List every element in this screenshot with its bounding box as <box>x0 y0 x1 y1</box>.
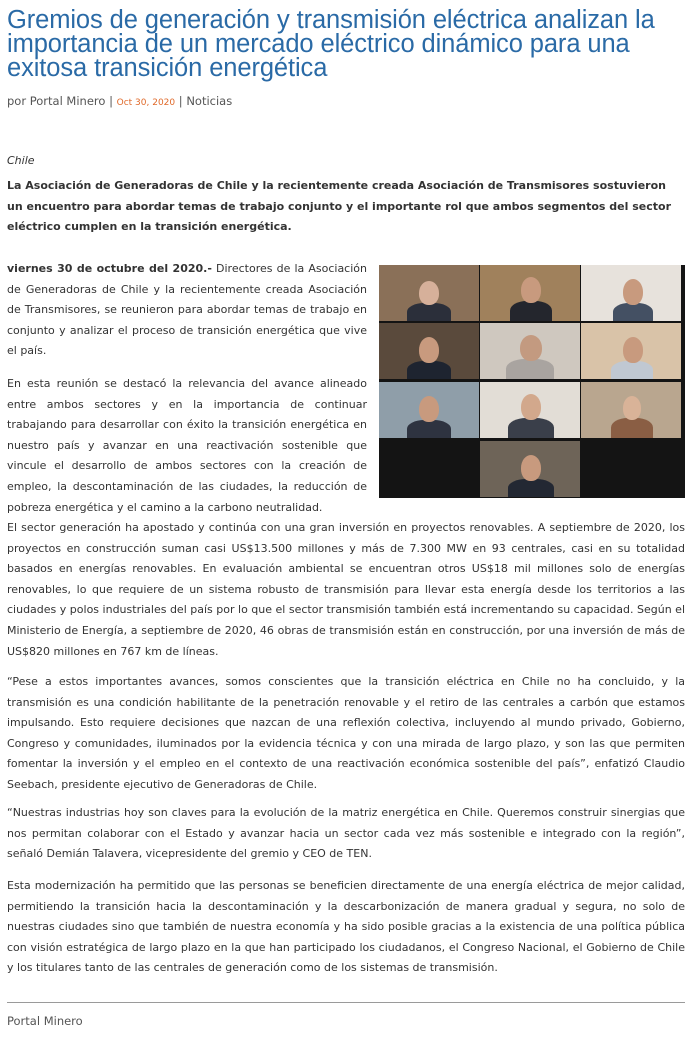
participant-tile <box>379 265 479 321</box>
participant-tile <box>480 441 580 497</box>
meta-separator: | <box>105 94 117 108</box>
region-label: Chile <box>7 154 35 167</box>
post-date: Oct 30, 2020 <box>116 98 176 108</box>
article-title: Gremios de generación y transmisión eléctrica analizan la importancia de un mercado eléctrico dinámico para una exitosa transición energética <box>7 6 655 82</box>
paragraph-1-text: Directores de la Asociación de Generadoras de Chile y la recientemente creada Asociación de Transmisores, se reunieron para abordar temas de trabajo en conjunto y analizar el proceso de transición energética que vive el país. <box>7 262 367 358</box>
paragraph-5: “Nuestras industrias hoy son claves para la evolución de la matriz energética en Chile. Queremos construir sinergias que nos permitan colaborar con el Estado y avanzar hacia un sector cada vez más sostenible e integrado con la región”, señaló Demián Talavera, vicepresidente del gremio y CEO de TEN. <box>7 806 685 861</box>
meta-separator: | <box>175 94 187 108</box>
paragraph-6: Esta modernización ha permitido que las personas se beneficien directamente de una energía eléctrica de mejor calidad, permitiendo la transición hacia la descontaminación y la descarbonización de manera gradual y segura, no solo de nuestras ciudades sino que también de nuestra economía y ha sido posible gracias a la existencia de una política pública con visión estratégica de largo plazo en la que han participado los ciudadanos, el Congreso Nacional, el Gobierno de Chile y los titulares tanto de las centrales de generación como de los sistemas de transmisión. <box>7 879 685 975</box>
category-link[interactable]: Noticias <box>186 94 233 108</box>
post-meta <box>7 94 232 108</box>
article-lead: La Asociación de Generadoras de Chile y la recientemente creada Asociación de Transmisores sostuvieron un encuentro para abordar temas de trabajo conjunto y el importante rol que ambos segmentos del sector eléctrico cumplen en la transición energética. <box>7 179 672 233</box>
participant-tile <box>581 265 681 321</box>
author-prefix: por <box>7 94 30 108</box>
footer-divider <box>7 1002 685 1003</box>
paragraph-2: En esta reunión se destacó la relevancia del avance alineado entre ambos sectores y en la importancia de continuar trabajando para desarrollar con éxito la transición energética en nuestro país y avanzar en una reactivación sostenible que vincule el desarrollo de ambos sectores con la creación de empleo, la descontaminación de las ciudades, la reducción de pobreza energética y el camino a la carbono neutralidad. <box>7 376 367 514</box>
participant-tile <box>480 323 580 379</box>
paragraph-5-block <box>7 803 685 865</box>
paragraph-3-block <box>7 518 685 662</box>
paragraph-6-block <box>7 876 685 979</box>
participant-tile <box>581 323 681 379</box>
participant-tile <box>480 265 580 321</box>
participant-tile <box>480 382 580 438</box>
paragraph-1 <box>7 259 367 362</box>
paragraph-4-block <box>7 672 685 796</box>
paragraph-4: “Pese a estos importantes avances, somos conscientes que la transición eléctrica en Chile no ha concluido, y la transmisión es una condición habilitante de la penetración renovable y el retiro de las centrales a carbón que estamos impulsando. Esto requiere decisiones que nazcan de una reflexión colectiva, incluyendo al mundo privado, Gobierno, Congreso y comunidades, iluminados por la evidencia técnica y con una mirada de largo plazo, y son las que permiten fomentar la inversión y el empleo en el contexto de una reactivación económica sostenible del país”, enfatizó Claudio Seebach, presidente ejecutivo de Generadoras de Chile. <box>7 675 685 791</box>
article-body-column <box>7 259 367 518</box>
paragraph-3: El sector generación ha apostado y continúa con una gran inversión en proyectos renovables. A septiembre de 2020, los proyectos en construcción suman casi US$13.500 millones y más de 7.300 MW en 93 centrales, casi en su totalidad basados en energías renovables. En evaluación ambiental se encuentran otros US$18 mil millones solo de energías renovables, lo que requiere de un sistema robusto de transmisión para llevar esta energía desde los territorios a las ciudades y polos industriales del país por lo que el sector transmisión también está incrementando su capacidad. Según el Ministerio de Energía, a septiembre de 2020, 46 obras de transmisión están en construcción, por una inversión de más de US$820 millones en 767 km de líneas. <box>7 521 685 658</box>
participant-tile <box>379 382 479 438</box>
participant-tile <box>379 323 479 379</box>
participant-tile <box>581 382 681 438</box>
author-link[interactable]: Portal Minero <box>29 94 106 108</box>
dateline: viernes 30 de octubre del 2020.- <box>7 262 212 275</box>
source-credit: Portal Minero <box>7 1014 83 1028</box>
video-conference-photo <box>379 265 685 498</box>
